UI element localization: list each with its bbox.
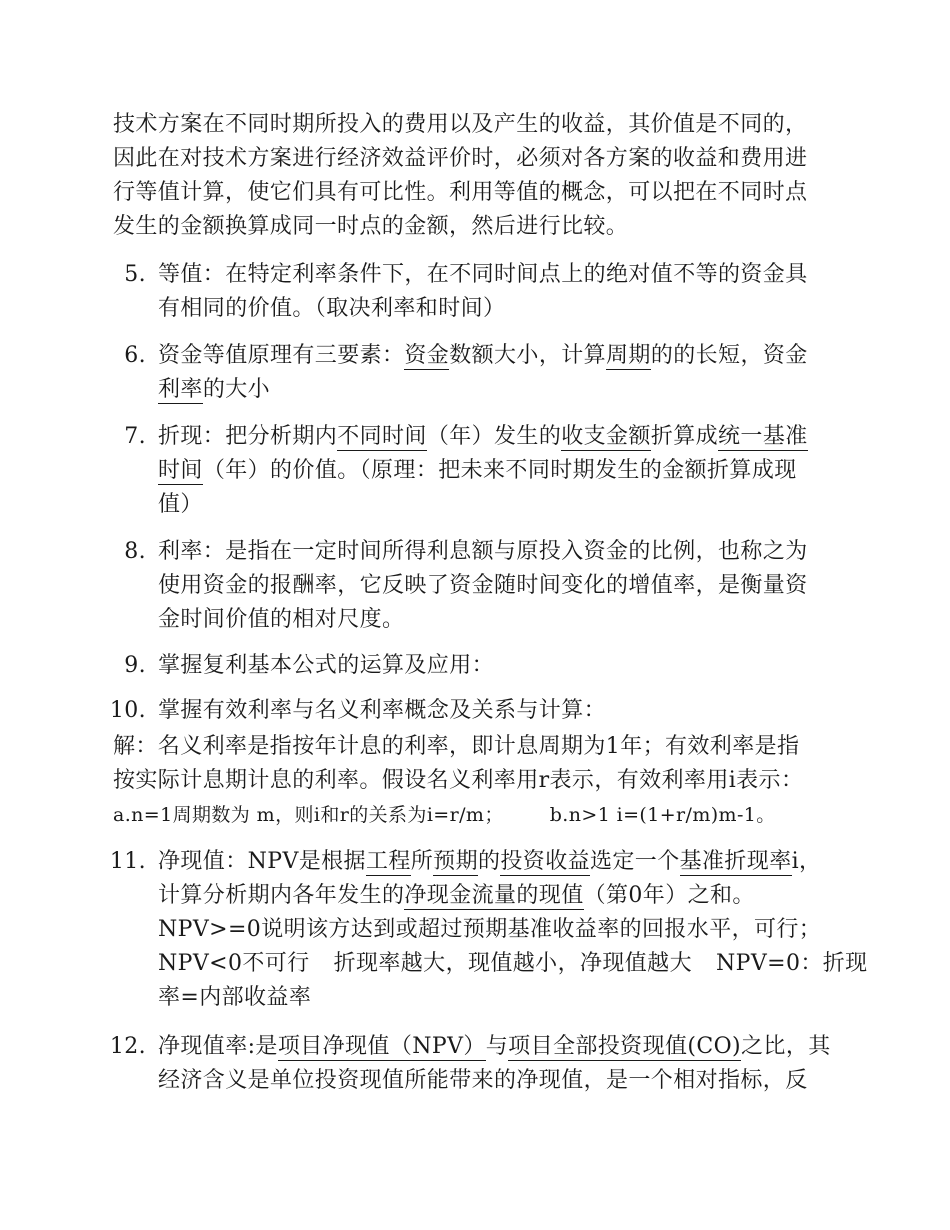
underlined-term: 投资收益: [500, 849, 590, 874]
item-line: NPV>=0说明该方达到或超过预期基准收益率的回报水平，可行；: [158, 917, 822, 942]
underlined-term: 基准折现率: [679, 849, 792, 874]
item-number: 5.: [124, 262, 146, 287]
item-line: [158, 373, 850, 407]
item-number: 6.: [124, 343, 146, 368]
underlined-term: 时间: [158, 458, 203, 483]
text-run: NPV<0不可行: [158, 951, 310, 976]
list-item-9: [100, 649, 860, 683]
item-body: [158, 694, 850, 728]
item-number: 9.: [124, 653, 146, 678]
item-line: [158, 454, 850, 488]
text-run: 的: [477, 849, 501, 874]
list-item-11: [100, 845, 868, 1015]
underlined-term: 净现金流量的现值: [404, 883, 584, 908]
item-number: 10.: [109, 698, 146, 723]
underlined-term: 预期: [433, 849, 478, 874]
intro-line: 行等值计算，使它们具有可比性。利用等值的概念，可以把在不同时点: [113, 180, 808, 205]
underlined-term: 工程: [365, 849, 411, 874]
list-item-10: [100, 694, 860, 728]
text-run: （第0年）之和。: [583, 883, 755, 908]
text-run: 折现率越大，现值越小，净现值越大: [333, 951, 692, 976]
item-line: [158, 879, 850, 913]
underlined-term: 不同时间: [337, 424, 427, 449]
item-number: 12.: [109, 1034, 146, 1059]
item-line: 值）: [158, 492, 203, 517]
item-body: [158, 339, 850, 407]
item-line: 金时间价值的相对尺度。: [158, 607, 405, 632]
underlined-term: 资金: [404, 343, 450, 368]
text-run: （年）发生的: [426, 424, 562, 449]
text-run: 选定一个: [590, 849, 680, 874]
intro-line: 因此在对技术方案进行经济效益评价时，必须对各方案的收益和费用进: [113, 146, 808, 171]
item-line: 有相同的价值。（取决利率和时间）: [158, 296, 506, 321]
underlined-term: 项目全部投资现值(CO): [508, 1034, 742, 1059]
underlined-term: 收支金额: [561, 424, 651, 449]
item-line: 使用资金的报酬率，它反映了资金随时间变化的增值率，是衡量资: [158, 573, 808, 598]
item-line: 掌握有效利率与名义利率概念及关系与计算：: [158, 698, 607, 723]
answer-paragraph: [113, 730, 853, 832]
item-body: [158, 535, 850, 637]
item-body: [158, 420, 850, 522]
text-run: 净现值率:是: [158, 1034, 278, 1059]
text-run: 之比，其: [741, 1034, 831, 1059]
item-line: [158, 947, 868, 981]
answer-line: 解：名义利率是指按年计息的利率，即计息周期为1年；有效利率是指: [113, 734, 800, 759]
item-number: 11.: [109, 849, 146, 874]
item-line: 等值：在特定利率条件下，在不同时间点上的绝对值不等的资金具: [158, 262, 808, 287]
list-item-8: [100, 535, 860, 637]
item-line: 经济含义是单位投资现值所能带来的净现值，是一个相对指标，反: [158, 1068, 808, 1093]
underlined-term: 利率: [158, 377, 203, 402]
underlined-term: 项目净现值（NPV）: [277, 1034, 486, 1059]
item-body: [158, 845, 868, 1015]
list-item-7: [100, 420, 860, 522]
underlined-term: 周期: [606, 343, 651, 368]
underlined-term: 统一基准: [718, 424, 808, 449]
text-run: 的的长短，资金: [650, 343, 808, 368]
formula-a: a.n=1周期数为 m，则i和r的关系为i=r/m；: [113, 804, 504, 826]
text-run: 折现：把分析期内: [158, 424, 338, 449]
item-line: 利率：是指在一定时间所得利息额与原投入资金的比例，也称之为: [158, 539, 808, 564]
item-line: 率=内部收益率: [158, 985, 312, 1010]
item-line: [158, 420, 850, 454]
text-run: 计算分析期内各年发生的: [158, 883, 405, 908]
item-body: [158, 1030, 850, 1098]
text-run: NPV=0：折现: [715, 951, 868, 976]
text-run: i，: [791, 849, 822, 874]
item-line: 掌握复利基本公式的运算及应用：: [158, 653, 495, 678]
intro-paragraph: [113, 108, 853, 244]
item-line: [158, 1030, 850, 1064]
item-body: [158, 258, 850, 326]
text-run: 的大小: [202, 377, 271, 402]
item-line: [158, 845, 850, 879]
text-run: 数额大小，计算: [449, 343, 607, 368]
item-number: 7.: [124, 424, 146, 449]
list-item-6: [100, 339, 860, 407]
text-run: （年）的价值。（原理：把未来不同时期发生的金额折算成现: [202, 458, 797, 483]
item-body: [158, 649, 850, 683]
list-item-5: [100, 258, 860, 326]
formula-line: [113, 798, 853, 832]
text-run: 资金等值原理有三要素：: [158, 343, 405, 368]
list-item-12: [100, 1030, 860, 1098]
answer-line: 按实际计息期计息的利率。假设名义利率用r表示，有效利率用i表示：: [113, 768, 804, 793]
text-run: 折算成: [650, 424, 719, 449]
text-run: 所: [410, 849, 434, 874]
item-line: [158, 339, 850, 373]
intro-line: 发生的金额换算成同一时点的金额，然后进行比较。: [113, 214, 629, 239]
item-number: 8.: [124, 539, 146, 564]
text-run: 净现值：NPV是根据: [158, 849, 366, 874]
text-run: 与: [485, 1034, 509, 1059]
formula-b: b.n>1 i=(1+r/m)m-1。: [549, 804, 776, 826]
intro-line: 技术方案在不同时期所投入的费用以及产生的收益，其价值是不同的，: [113, 112, 808, 137]
